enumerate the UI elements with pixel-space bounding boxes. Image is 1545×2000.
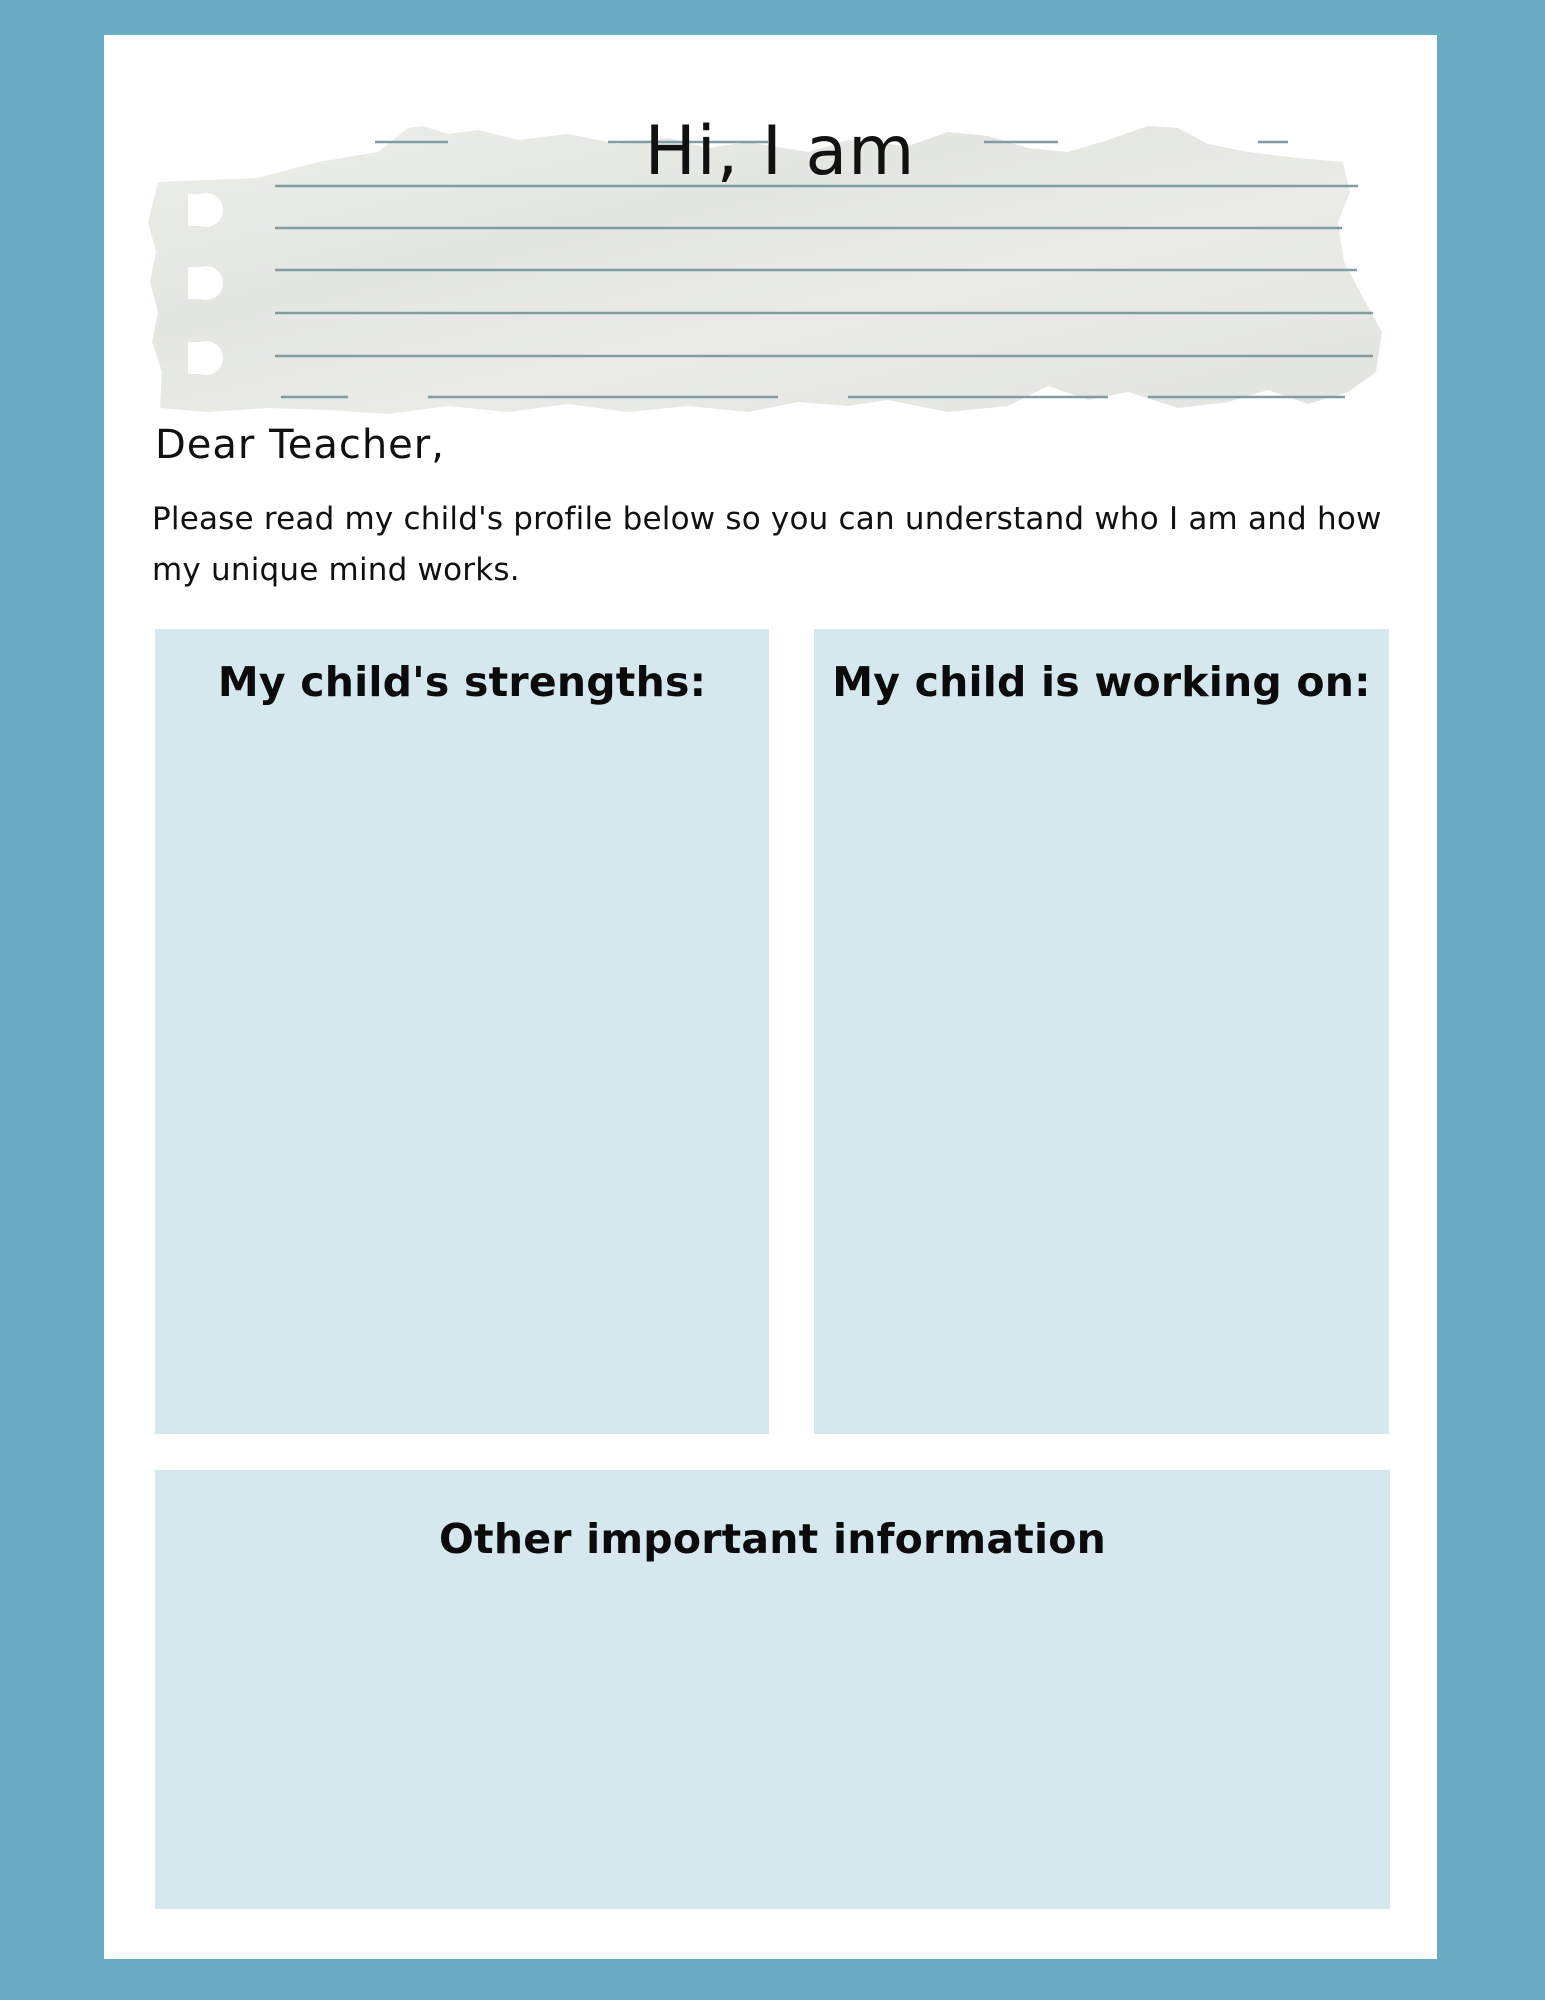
other-info-heading: Other important information <box>438 1515 1107 1563</box>
working-on-heading: My child is working on: <box>832 658 1371 706</box>
other-info-writing-area[interactable] <box>175 1580 1370 1889</box>
working-on-box <box>814 629 1389 1434</box>
working-on-writing-area[interactable] <box>834 729 1369 1414</box>
page-title: Hi, I am <box>644 112 916 191</box>
other-info-box <box>155 1470 1390 1909</box>
greeting: Dear Teacher, <box>155 422 445 468</box>
strengths-heading: My child's strengths: <box>217 658 707 706</box>
intro-paragraph: Please read my child's profile below so you can understand who I am and how my unique mind works. <box>152 501 1382 588</box>
strengths-writing-area[interactable] <box>175 729 749 1414</box>
strengths-box <box>155 629 769 1434</box>
